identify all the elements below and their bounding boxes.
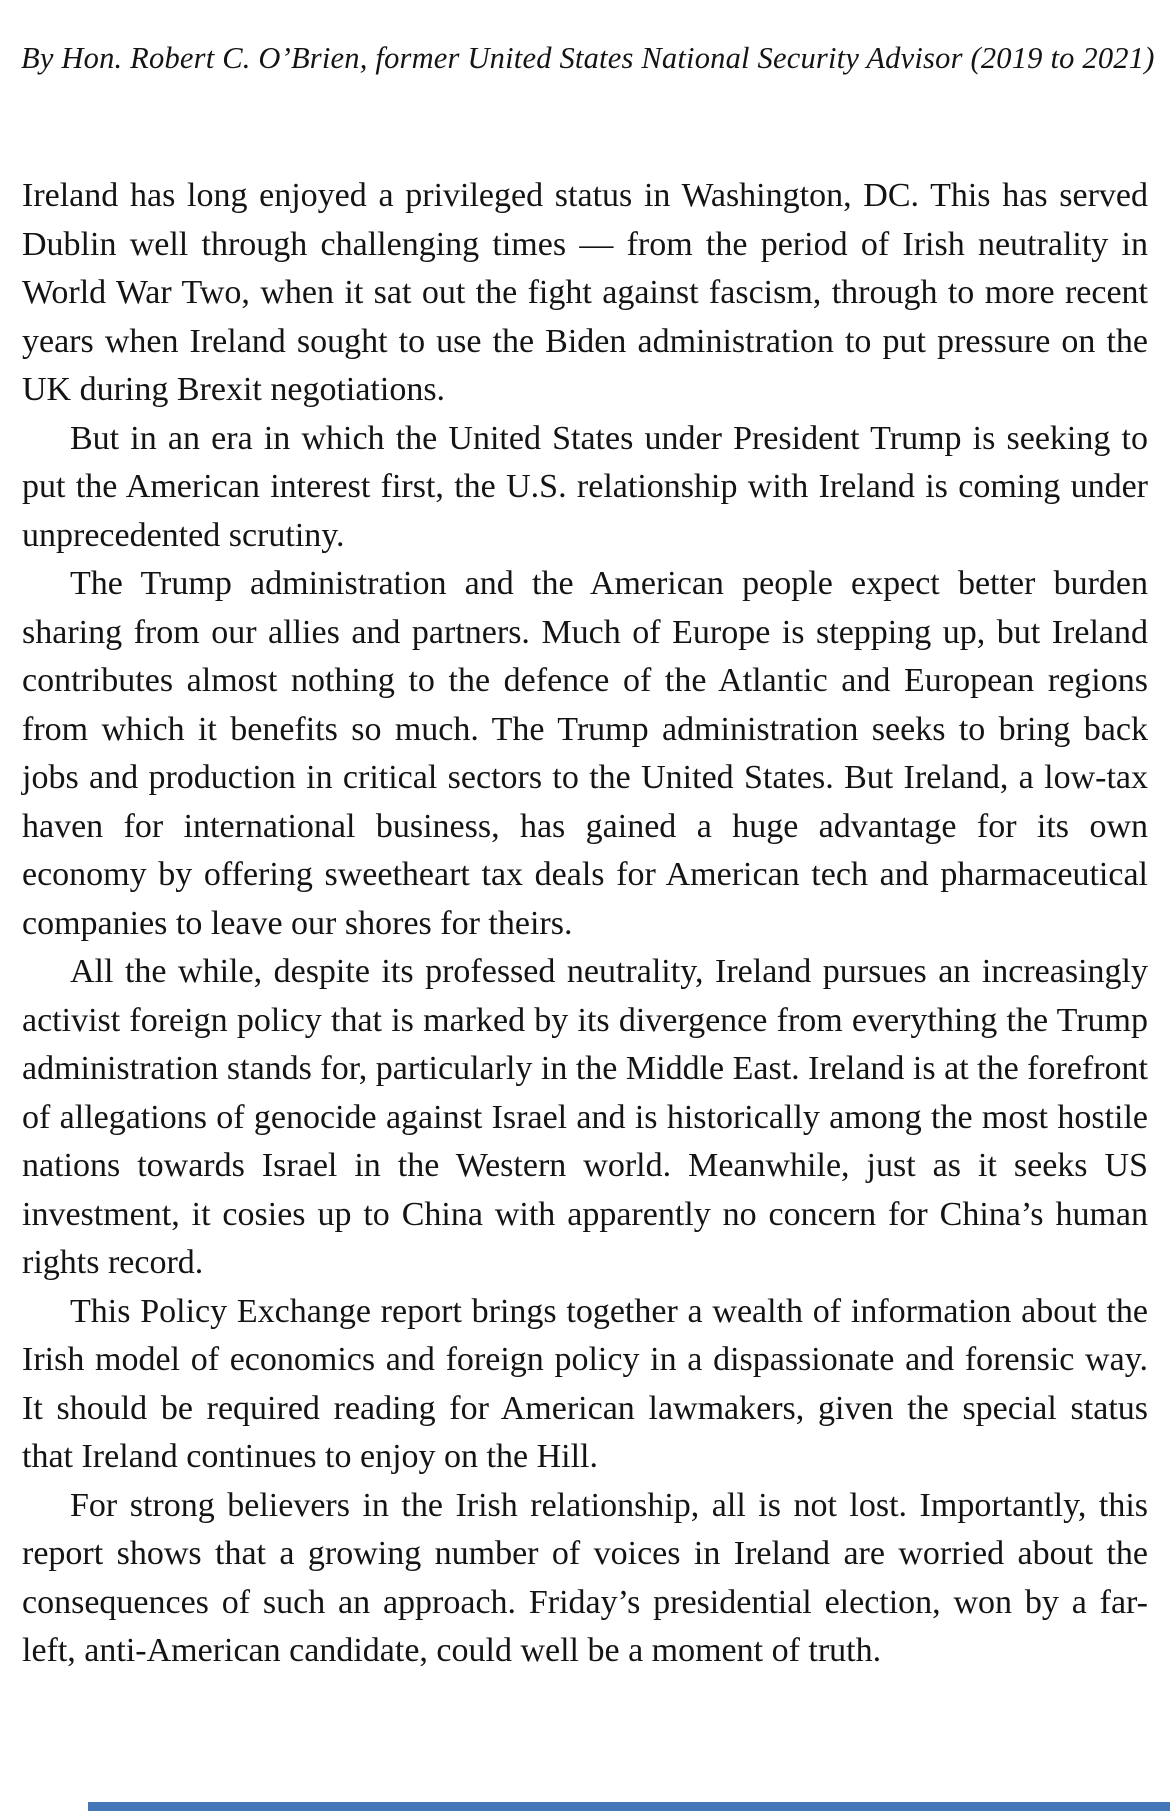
body-paragraph: But in an era in which the United States under President Trump is seeking to put the American interest first, the U.S. relationship with Ireland is coming under unprecedented scrutiny. <box>22 419 1148 554</box>
body-paragraph: For strong believers in the Irish relationship, all is not lost. Importantly, this report shows that a growing number of voices in Ireland are worried about the consequences of such an approach. Friday’s presidential election, won by a far-left, anti-American candidate, could well be a moment of truth. <box>22 1486 1148 1669</box>
body-paragraph: Ireland has long enjoyed a privileged status in Washington, DC. This has served Dublin well through challenging times — from the period of Irish neutrality in World War Two, when it sat out the fight against fascism, through to more recent years when Ireland sought to use the Biden administration to put pressure on the UK during Brexit negotiations. <box>22 177 1148 408</box>
body-paragraph: All the while, despite its professed neutrality, Ireland pursues an increasingly activist foreign policy that is marked by its divergence from everything the Trump administration stands for, particularly in the Middle East. Ireland is at the forefront of allegations of genocide against Israel and is historically among the most hostile nations towards Israel in the Western world. Meanwhile, just as it seeks US investment, it cosies up to China with apparently no concern for China’s human rights record. <box>22 953 1148 1281</box>
body-text <box>22 172 1148 1676</box>
author-byline: By Hon. Robert C. O’Brien, former United States National Security Advisor (2019 to 2021) <box>21 41 1155 75</box>
body-paragraph: This Policy Exchange report brings together a wealth of information about the Irish model of economics and foreign policy in a dispassionate and forensic way. It should be required reading for American lawmakers, given the special status that Ireland continues to enjoy on the Hill. <box>22 1292 1148 1475</box>
body-paragraph: The Trump administration and the American people expect better burden sharing from our allies and partners. Much of Europe is stepping up, but Ireland contributes almost nothing to the defence of the Atlantic and European regions from which it benefits so much. The Trump administration seeks to bring back jobs and production in critical sectors to the United States. But Ireland, a low-tax haven for international business, has gained a huge advantage for its own economy by offering sweetheart tax deals for American tech and pharmaceutical companies to leave our shores for theirs. <box>22 565 1148 942</box>
next-page-edge-strip <box>88 1802 1170 1811</box>
